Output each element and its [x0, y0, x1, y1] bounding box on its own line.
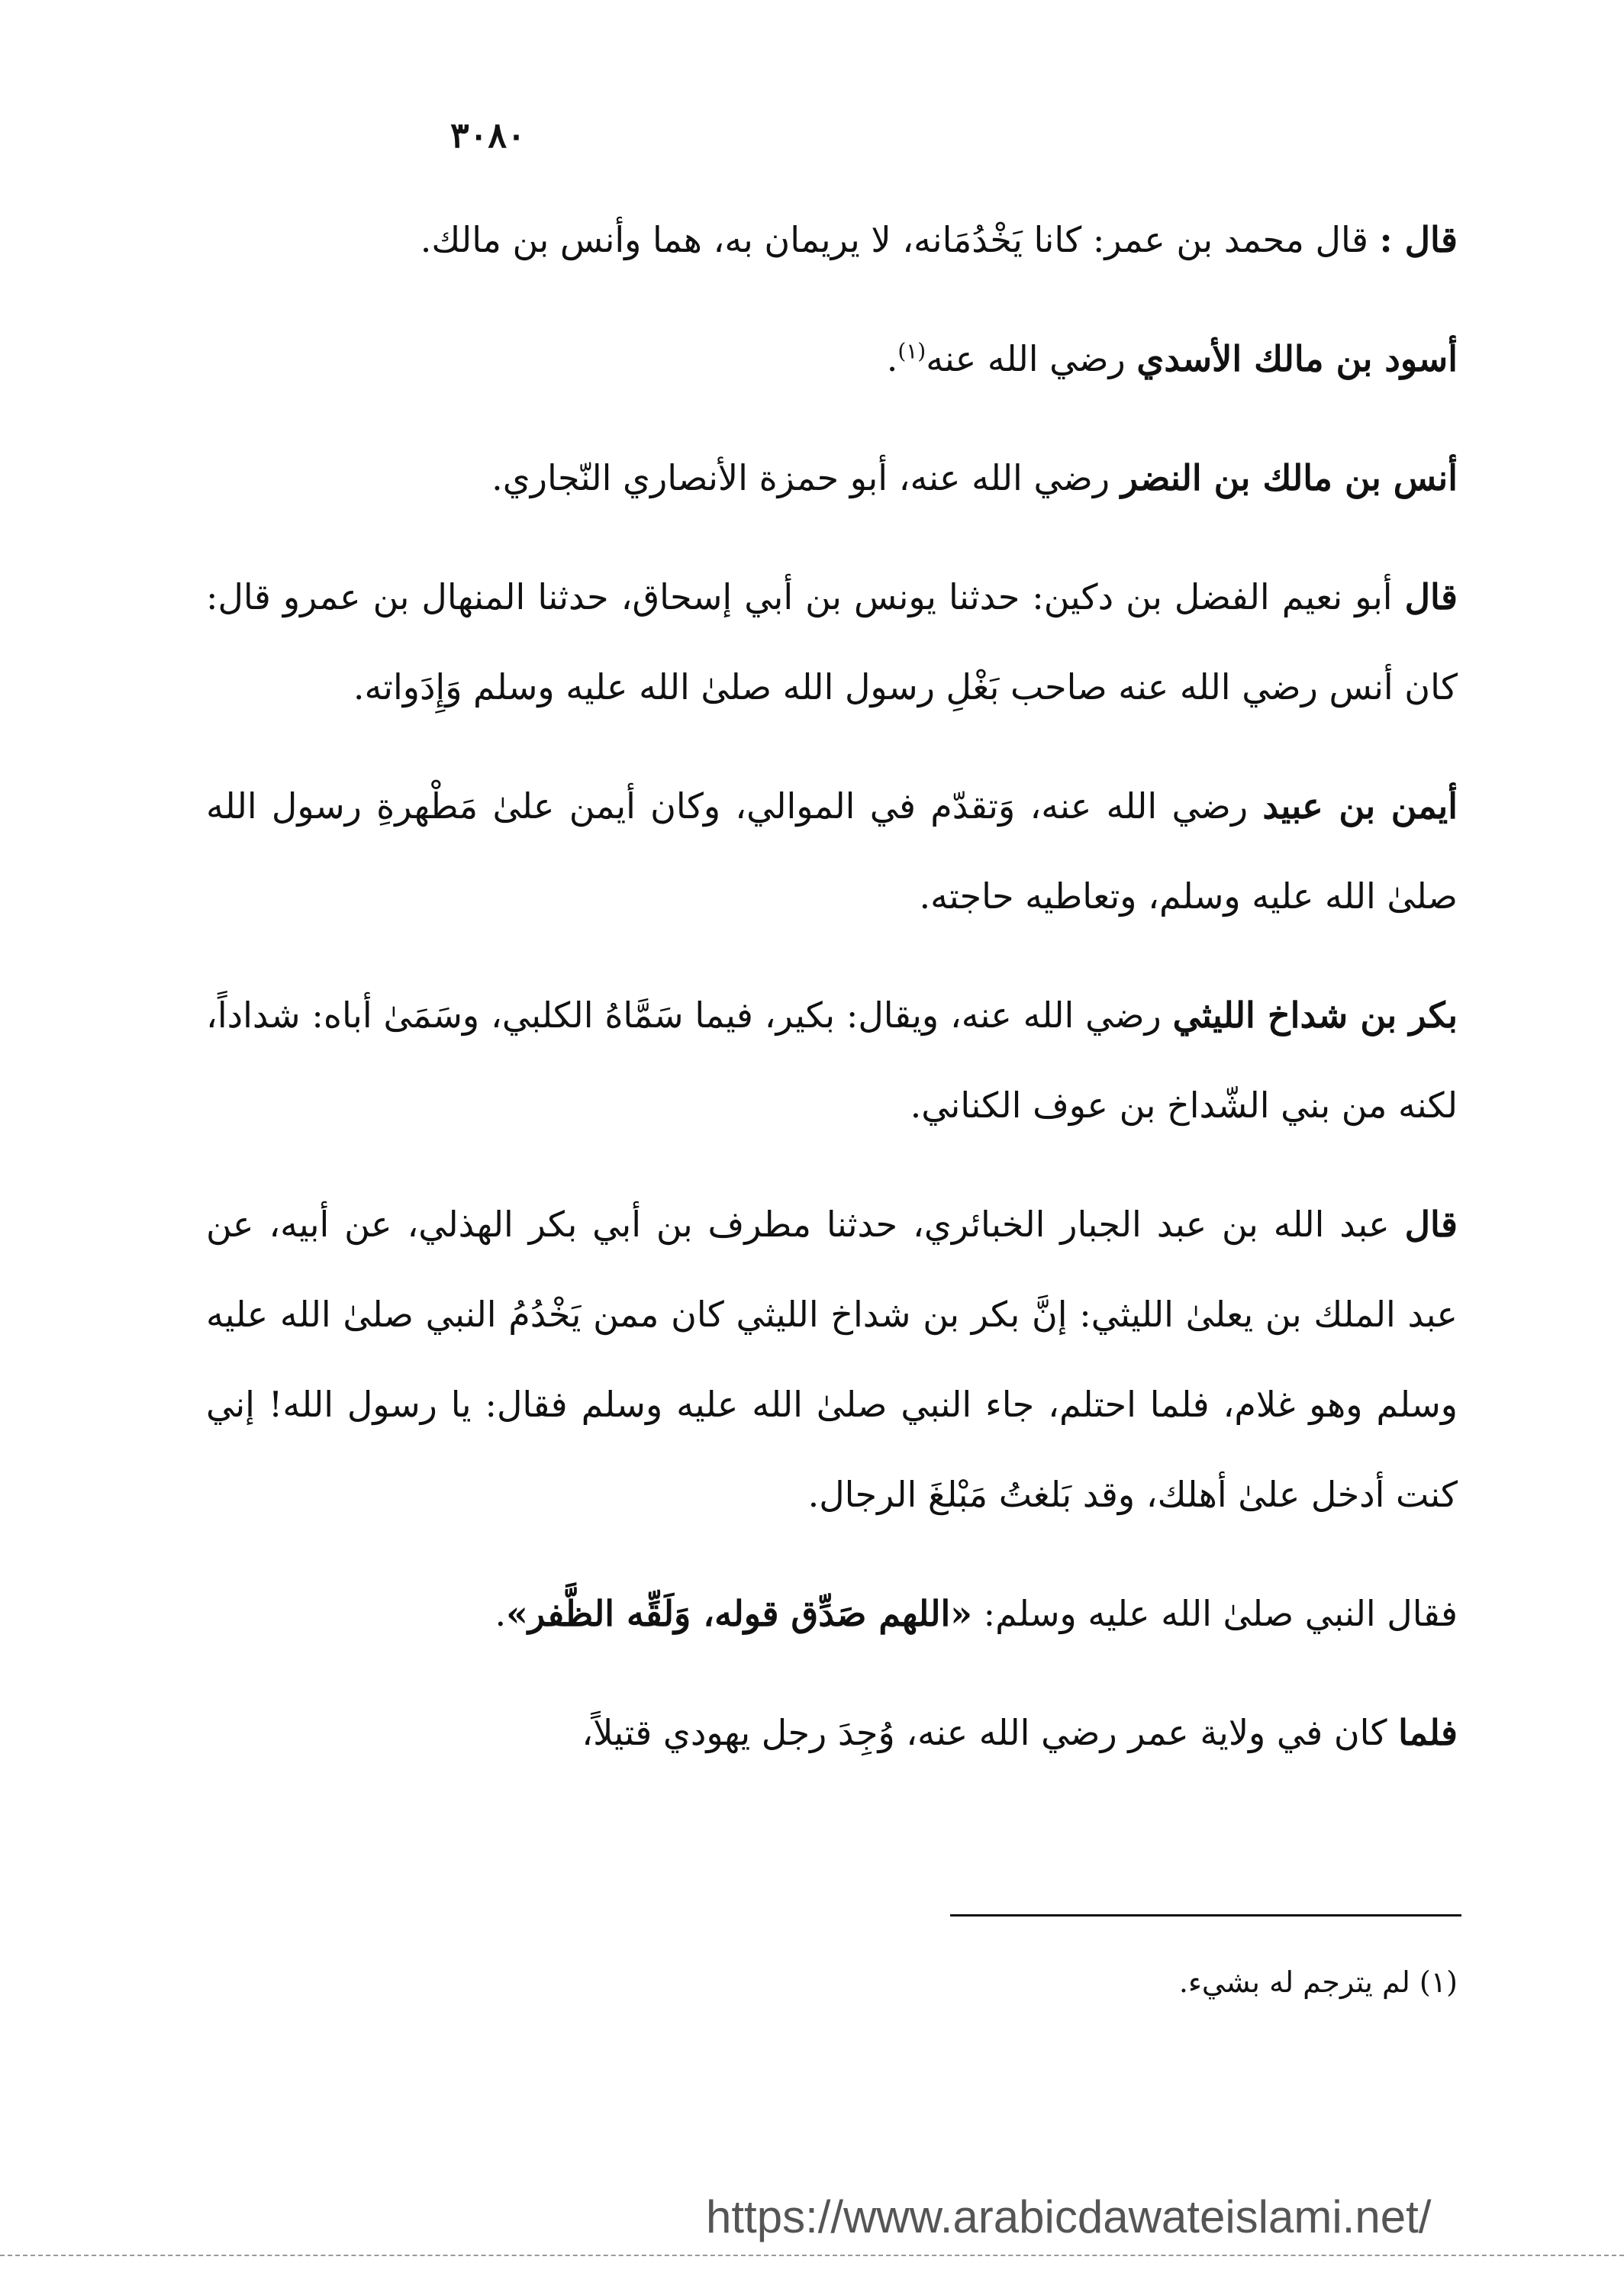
paragraph: أنس بن مالك بن النضر رضي الله عنه، أبو حمزة الأنصاري النّجاري.	[491, 457, 1458, 498]
paragraph: فقال النبي صلىٰ الله عليه وسلم: «اللهم صَدِّق قوله، وَلَقِّه الظَّفر».	[495, 1593, 1458, 1634]
footnote: (١) لم يترجم له بشيء.	[1178, 1965, 1458, 1999]
paragraph: أسود بن مالك الأسدي رضي الله عنه$^{(١)}$.	[886, 338, 1458, 379]
footnote-divider	[950, 1914, 1461, 1917]
paragraph: أيمن بن عبيد رضي الله عنه، وَتقدّم في الموالي، وكان أيمن علىٰ مَطْهرةِ رسول الله صلىٰ الله عليه وسلم، وتعاطيه حاجته.	[206, 785, 1458, 917]
paragraph: فلما كان في ولاية عمر رضي الله عنه، وُجِدَ رجل يهودي قتيلاً،	[582, 1712, 1458, 1753]
paragraph: قال أبو نعيم الفضل بن دكين: حدثنا يونس بن أبي إسحاق، حدثنا المنهال بن عمرو قال: كان أنس رضي الله عنه صاحب بَغْلِ رسول الله صلىٰ الله عليه وسلم وَإِدَواته.	[206, 576, 1458, 708]
main-text	[206, 195, 1458, 1807]
paragraph: قال عبد الله بن عبد الجبار الخبائري، حدثنا مطرف بن أبي بكر الهذلي، عن أبيه، عن عبد الملك بن يعلىٰ الليثي: إنَّ بكر بن شداخ الليثي كان ممن يَخْدُمُ النبي صلىٰ الله عليه وسلم وهو غلام، فلما احتلم، جاء النبي صلىٰ الله عليه وسلم فقال: يا رسول الله! إني كنت أدخل علىٰ أهلك، وقد بَلغتُ مَبْلغَ الرجال.	[206, 1204, 1458, 1515]
scan-edge-divider	[0, 2255, 1624, 2259]
paragraph: بكر بن شداخ الليثي رضي الله عنه، ويقال: بكير، فيما سَمَّاهُ الكلبي، وسَمَىٰ أباه: شداداً، لكنه من بني الشّداخ بن عوف الكناني.	[206, 995, 1458, 1126]
paragraph: قال : قال محمد بن عمر: كانا يَخْدُمَانه، لا يريمان به، هما وأنس بن مالك.	[420, 219, 1458, 260]
page-number: ٣٠٨٠	[450, 114, 526, 156]
footnote-ref: (١)	[897, 338, 926, 364]
watermark-url: https://www.arabicdawateislami.net/	[706, 2191, 1432, 2242]
